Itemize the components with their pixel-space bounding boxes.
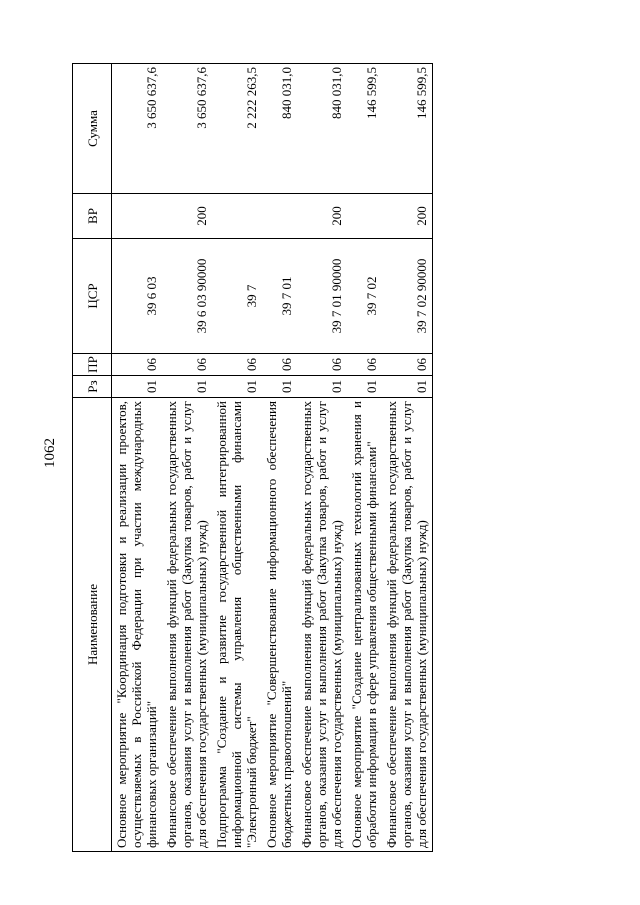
cell-sum: 3 650 637,6 xyxy=(162,64,212,194)
table-row xyxy=(162,64,212,852)
cell-name: Финансовое обеспечение выполнения функций федеральных государственных органов, оказания услуг и выполнения работ (Закупка товаров, работ и услуг для обеспечения государственных (муниципальных) нужд) xyxy=(382,398,433,852)
header-vr: ВР xyxy=(73,194,112,239)
cell-sum: 2 222 263,5 xyxy=(212,64,262,194)
cell-name: Основное мероприятие "Совершенствование информационного обеспечения бюджетных правоотношений" xyxy=(262,398,297,852)
cell-csr: 39 7 01 xyxy=(262,239,297,354)
cell-name: Подпрограмма "Создание и развитие государственной интегрированной информационной системы управления общественными финансами "Электронный бюджет" xyxy=(212,398,262,852)
header-name: Наименование xyxy=(73,398,112,852)
cell-rz: 01 xyxy=(262,376,297,398)
budget-table xyxy=(72,63,433,852)
budget-table-rotated xyxy=(72,64,576,852)
cell-sum: 840 031,0 xyxy=(297,64,347,194)
cell-sum: 3 650 637,6 xyxy=(112,64,163,194)
table-row xyxy=(297,64,347,852)
cell-vr xyxy=(262,194,297,239)
table-row xyxy=(262,64,297,852)
cell-pr: 06 xyxy=(347,354,382,376)
cell-rz: 01 xyxy=(297,376,347,398)
table-row xyxy=(347,64,382,852)
cell-rz: 01 xyxy=(382,376,433,398)
cell-pr: 06 xyxy=(212,354,262,376)
table-header-row xyxy=(73,64,112,852)
cell-rz: 01 xyxy=(112,376,163,398)
cell-vr: 200 xyxy=(297,194,347,239)
cell-vr xyxy=(112,194,163,239)
cell-pr: 06 xyxy=(112,354,163,376)
cell-vr: 200 xyxy=(162,194,212,239)
table-row xyxy=(212,64,262,852)
cell-pr: 06 xyxy=(262,354,297,376)
cell-vr xyxy=(212,194,262,239)
cell-sum: 840 031,0 xyxy=(262,64,297,194)
cell-name: Финансовое обеспечение выполнения функций федеральных государственных органов, оказания услуг и выполнения работ (Закупка товаров, работ и услуг для обеспечения государственных (муниципальных) нужд) xyxy=(162,398,212,852)
cell-name: Основное мероприятие "Создание централизованных технологий хранения и обработки информации в сфере управления общественными финансами" xyxy=(347,398,382,852)
cell-sum: 146 599,5 xyxy=(382,64,433,194)
table-row xyxy=(112,64,163,852)
cell-sum: 146 599,5 xyxy=(347,64,382,194)
page-number: 1062 xyxy=(42,438,58,468)
cell-rz: 01 xyxy=(162,376,212,398)
cell-vr xyxy=(347,194,382,239)
header-csr: ЦСР xyxy=(73,239,112,354)
cell-rz: 01 xyxy=(212,376,262,398)
cell-name: Финансовое обеспечение выполнения функций федеральных государственных органов, оказания услуг и выполнения работ (Закупка товаров, работ и услуг для обеспечения государственных (муниципальных) нужд) xyxy=(297,398,347,852)
cell-csr: 39 7 02 xyxy=(347,239,382,354)
cell-pr: 06 xyxy=(382,354,433,376)
header-pr: ПР xyxy=(73,354,112,376)
cell-csr: 39 6 03 xyxy=(112,239,163,354)
cell-pr: 06 xyxy=(162,354,212,376)
table-row xyxy=(382,64,433,852)
header-rz: Рз xyxy=(73,376,112,398)
cell-csr: 39 7 xyxy=(212,239,262,354)
cell-csr: 39 6 03 90000 xyxy=(162,239,212,354)
cell-csr: 39 7 01 90000 xyxy=(297,239,347,354)
cell-csr: 39 7 02 90000 xyxy=(382,239,433,354)
cell-rz: 01 xyxy=(347,376,382,398)
cell-name: Основное мероприятие "Координация подготовки и реализации проектов, осуществляемых в Российской Федерации при участии международных финансовых организаций" xyxy=(112,398,163,852)
cell-pr: 06 xyxy=(297,354,347,376)
cell-vr: 200 xyxy=(382,194,433,239)
header-sum: Сумма xyxy=(73,64,112,194)
